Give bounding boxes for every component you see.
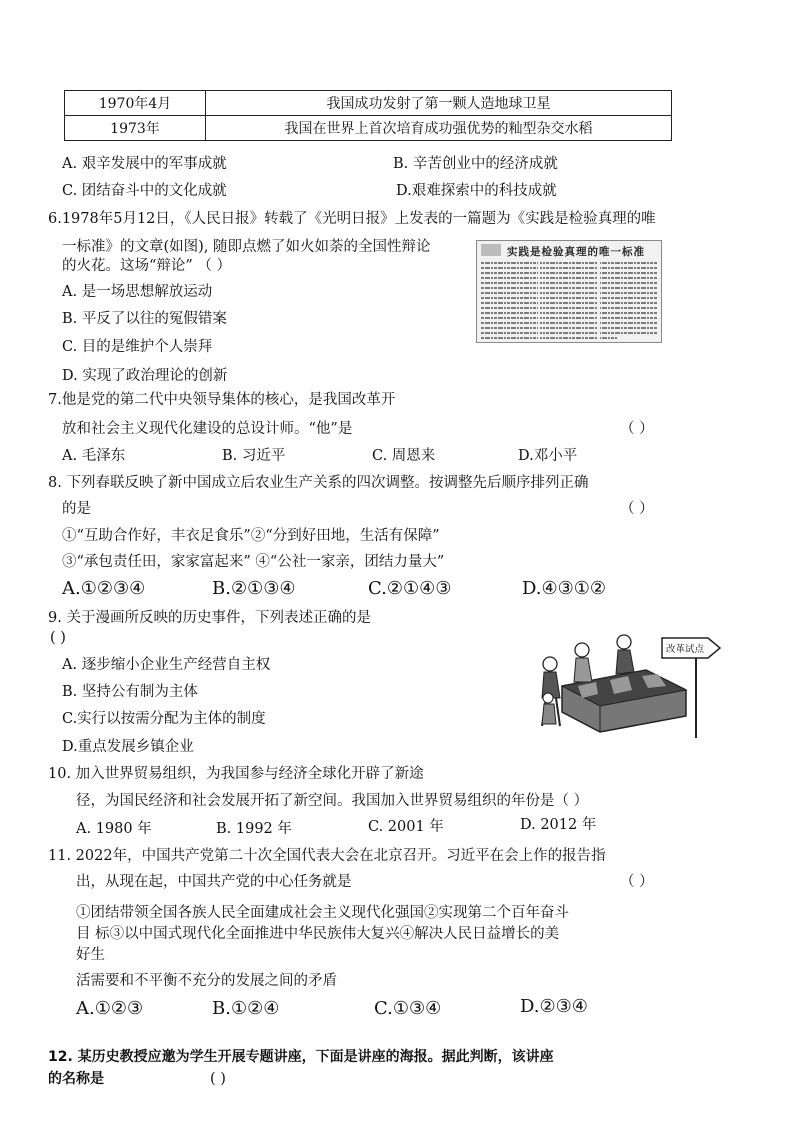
q6-stem-line2: 一标准》的文章(如图), 随即点燃了如火如荼的全国性辩论	[62, 239, 431, 255]
q9-stem-line1: 9. 关于漫画所反映的历史事件，下列表述正确的是	[48, 610, 371, 626]
table-row	[65, 116, 672, 141]
events-table	[64, 90, 672, 141]
newspaper-article-image	[476, 240, 662, 343]
q11-stem-line1: 11. 2022年，中国共产党第二十次全国代表大会在北京召开。习近平在会上作的报告指	[48, 848, 606, 864]
q7-option-a: A. 毛泽东	[62, 448, 126, 464]
q12-stem-line1: 12. 某历史教授应邀为学生开展专题讲座，下面是讲座的海报。据此判断，该讲座	[48, 1049, 554, 1065]
q10-stem-line1: 10. 加入世界贸易组织，为我国参与经济全球化开辟了新途	[48, 766, 424, 782]
reform-cartoon-image	[526, 628, 726, 740]
q6-stem-line1: 6.1978年5月12日，《人民日报》转载了《光明日报》上发表的一篇题为《实践是检验真理的唯	[48, 211, 656, 227]
table-cell-event: 我国在世界上首次培育成功强优势的籼型杂交水稻	[206, 116, 672, 141]
q11-option-b: B.①②④	[212, 998, 280, 1019]
q7-answer-paren: （ ）	[620, 421, 654, 437]
q11-option-c: C.①③④	[374, 998, 442, 1019]
newspaper-headline: 实践是检验真理的唯一标准	[507, 246, 645, 258]
q9-option-d: D.重点发展乡镇企业	[62, 739, 194, 755]
q7-option-b: B. 习近平	[222, 448, 286, 464]
q8-option-d: D.④③①②	[522, 578, 607, 599]
q9-option-a: A. 逐步缩小企业生产经营自主权	[62, 657, 271, 673]
q6-option-c: C. 目的是维护个人崇拜	[62, 339, 213, 355]
q8-option-c: C.②①④③	[368, 578, 452, 599]
q10-stem-line2: 径，为国民经济和社会发展开拓了新空间。我国加入世界贸易组织的年份是（ ）	[76, 793, 589, 809]
newspaper-text-columns	[477, 241, 661, 342]
q10-option-b: B. 1992 年	[216, 821, 292, 837]
q12-answer-paren: ( )	[210, 1071, 226, 1087]
q7-option-c: C. 周恩来	[372, 448, 436, 464]
q12-stem-line2: 的名称是	[48, 1071, 104, 1087]
q8-items-3-4: ③“承包责任田，家家富起来” ④“公社一家亲，团结力量大”	[62, 554, 445, 570]
q10-option-a: A. 1980 年	[76, 821, 152, 837]
q6-option-b: B. 平反了以往的冤假错案	[62, 311, 227, 327]
q11-answer-paren: （ ）	[620, 874, 654, 890]
q5-option-d: D.艰难探索中的科技成就	[396, 183, 557, 199]
q8-stem-line2: 的是	[62, 501, 91, 517]
q7-option-d: D.邓小平	[518, 448, 578, 464]
q6-stem-line3: 的火花。这场“辩论” （ ）	[62, 258, 232, 274]
reform-pilot-sign: 改革试点	[666, 644, 705, 655]
q9-option-c: C.实行以按需分配为主体的制度	[62, 711, 266, 727]
q5-option-c: C. 团结奋斗中的文化成就	[62, 183, 227, 199]
table-cell-date: 1973年	[65, 116, 206, 141]
q6-option-d: D. 实现了政治理论的创新	[62, 368, 228, 384]
q11-items-line4: 活需要和不平衡不充分的发展之间的矛盾	[76, 973, 337, 989]
q5-option-b: B. 辛苦创业中的经济成就	[393, 156, 558, 172]
q6-option-a: A. 是一场思想解放运动	[62, 284, 213, 300]
table-cell-event: 我国成功发射了第一颗人造地球卫星	[206, 91, 672, 116]
q8-option-a: A.①②③④	[62, 578, 146, 599]
q11-items-line2: 目 标③以中国式现代化全面推进中华民族伟大复兴④解决人民日益增长的美	[76, 926, 560, 942]
q8-items-1-2: ①“互助合作好，丰衣足食乐”②“分到好田地，生活有保障”	[62, 528, 440, 544]
q7-stem-line2: 放和社会主义现代化建设的总设计师。“他”是	[62, 421, 353, 437]
q5-option-a: A. 艰辛发展中的军事成就	[62, 156, 227, 172]
q9-answer-paren: ( )	[50, 630, 66, 646]
q8-stem-line1: 8. 下列春联反映了新中国成立后农业生产关系的四次调整。按调整先后顺序排列正确	[48, 475, 589, 491]
q9-option-b: B. 坚持公有制为主体	[62, 684, 198, 700]
q11-items-line1: ①团结带领全国各族人民全面建成社会主义现代化强国②实现第二个百年奋斗	[76, 905, 569, 921]
q8-answer-paren: （ ）	[620, 501, 654, 517]
q7-stem-line1: 7.他是党的第二代中央领导集体的核心，是我国改革开	[48, 392, 396, 408]
q8-option-b: B.②①③④	[212, 578, 296, 599]
q11-items-line3: 好生	[76, 947, 105, 963]
q11-option-a: A.①②③	[76, 998, 144, 1019]
q11-option-d: D.②③④	[520, 996, 588, 1017]
q11-stem-line2: 出，从现在起，中国共产党的中心任务就是	[76, 874, 352, 890]
q10-option-c: C. 2001 年	[368, 819, 444, 835]
q10-option-d: D. 2012 年	[520, 817, 597, 833]
table-cell-date: 1970年4月	[65, 91, 206, 116]
table-row	[65, 91, 672, 116]
